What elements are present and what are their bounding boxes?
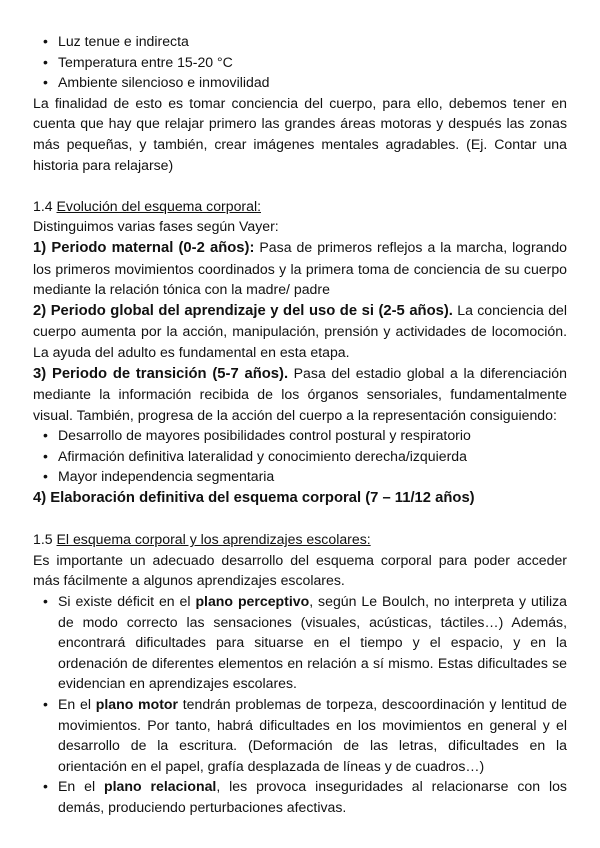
phase-title: 3) Periodo de transición (5-7 años). [33,365,289,382]
list-item: • Mayor independencia segmentaria [33,466,567,487]
phase-1 [33,237,567,300]
section-number: 1.5 [33,531,53,548]
item-text: Si existe déficit en el [58,593,196,610]
intro-list [33,31,567,93]
list-item: • Temperatura entre 15-20 °C [33,52,567,73]
item-bold: plano relacional [104,778,217,795]
phase-title: 1) Periodo maternal (0-2 años): [33,239,255,256]
plane-list [33,591,567,818]
spacer [33,175,567,196]
item-text: En el [58,696,96,712]
section-title: Evolución del esquema corporal: [56,197,261,214]
list-item: • Luz tenue e indirecta [33,31,567,52]
section-title: El esquema corporal y los aprendizajes escolares: [56,531,371,548]
phase-title: 4) Elaboración definitiva del esquema corporal (7 – 11/12 años) [33,490,475,507]
spacer [33,509,567,530]
phase-title: 2) Periodo global del aprendizaje y del uso de si (2-5 años). [33,302,453,319]
item-bold: plano motor [95,696,178,712]
list-item [33,776,567,817]
list-item [33,694,567,776]
item-text: , les provoca inseguridades al relacionarse con los demás, produciendo perturbaciones afectivas. [58,778,567,815]
phase-text: La conciencia del cuerpo aumenta por la acción, manipulación, prensión y actividades de locomoción. La ayuda del adulto es fundamental en esta etapa. [33,301,568,360]
item-text: En el [58,778,105,795]
phase-text: Pasa del estadio global a la diferenciación mediante la información recibida de los órganos sensoriales, fundamentalmente visual. También, progresa de la acción del cuerpo a la representación consiguiendo: [33,364,567,423]
section-lead: Distinguimos varias fases según Vayer: [33,218,279,235]
phase-3-list [33,425,567,487]
item-text: tendrán problemas de torpeza, descoordinación y lentitud de movimientos. Por tanto, habrá dificultades en los movimientos en general y el desarrollo de la escritura. (Deformación de las letras, dificultades en la orientación en el papel, grafía desplazada de líneas y de cuadros…) [58,696,567,774]
section-number: 1.4 [33,197,53,214]
section-lead: Es importante un adecuado desarrollo del esquema corporal para poder acceder más fácilmente a algunos aprendizajes escolares. [33,551,567,589]
item-bold: plano perceptivo [195,593,310,610]
list-item: • Afirmación definitiva lateralidad y conocimiento derecha/izquierda [33,446,567,467]
phase-4 [33,487,567,509]
phase-2 [33,300,567,363]
list-item: • Desarrollo de mayores posibilidades control postural y respiratorio [33,425,567,446]
page-content [33,31,567,818]
phase-text: Pasa de primeros reflejos a la marcha, logrando los primeros movimientos coordinados y la primera toma de conciencia de su cuerpo mediante la relación tónica con la madre/ padre [33,238,568,298]
item-text: , según Le Boulch, no interpreta y utiliza de modo correcto las sensaciones (visuales, acústicas, táctiles…) Además, encontrará dificultades para situarse en el tiempo y el espacio, y en la ordenación de diferentes elementos en relación a sí mismo. Estas dificultades se evidencian en aprendizajes escolares. [58,593,567,692]
list-item: • Ambiente silencioso e inmovilidad [33,72,567,93]
section-heading-1-4 [33,196,567,217]
list-item [33,591,567,694]
phase-3 [33,363,567,426]
intro-paragraph: La finalidad de esto es tomar conciencia del cuerpo, para ello, debemos tener en cuenta que hay que relajar primero las grandes áreas motoras y después las zonas más pequeñas, y también, crear imágenes mentales agradables. (Ej. Contar una historia para relajarse) [33,94,567,173]
section-heading-1-5 [33,529,567,550]
